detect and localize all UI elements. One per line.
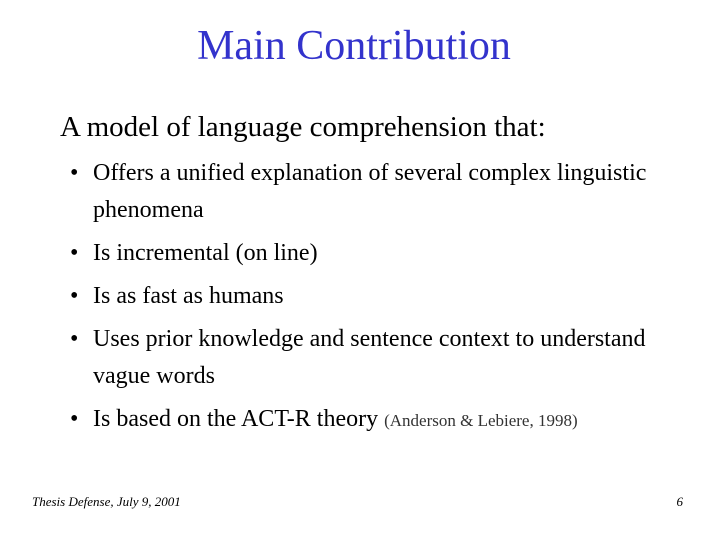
bullet-point-icon: • [70,283,79,309]
bullet-point-icon: • [70,160,79,186]
bullet-point-icon: • [70,406,79,432]
bullet-item [70,278,670,315]
bullet-list [70,155,670,445]
bullet-item [70,155,670,229]
bullet-text: Uses prior knowledge and sentence context to understand vague words [93,326,646,389]
page-number: 6 [676,494,683,509]
citation: (Anderson & Lebiere, 1998) [384,411,578,430]
bullet-item [70,401,670,439]
bullet-text: Is based on the ACT-R theory [93,406,379,432]
bullet-item [70,321,670,395]
slide-title: Main Contribution [197,23,511,69]
footer-event-date: Thesis Defense, July 9, 2001 [32,494,181,509]
bullet-point-icon: • [70,240,79,266]
bullet-point-icon: • [70,326,79,352]
bullet-text: Is incremental (on line) [93,240,318,266]
lead-sentence: A model of language comprehension that: [60,111,546,143]
bullet-text: Offers a unified explanation of several complex linguistic phenomena [93,160,647,223]
bullet-text: Is as fast as humans [93,283,284,309]
bullet-item [70,235,670,272]
